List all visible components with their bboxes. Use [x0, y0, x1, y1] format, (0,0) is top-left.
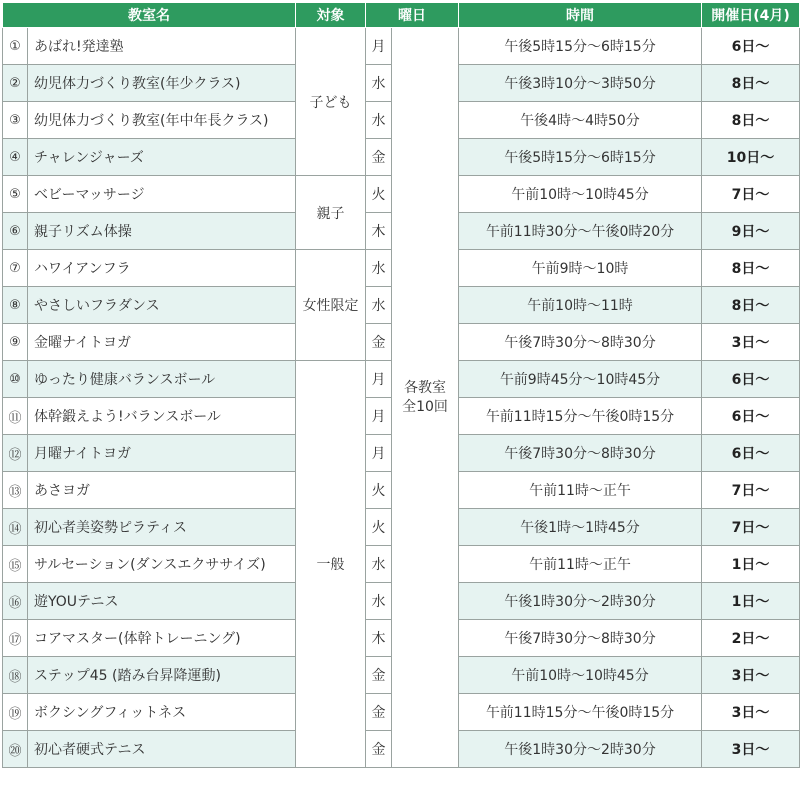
time-range: 午前10時～11時	[459, 287, 702, 324]
start-date: 7日～	[702, 472, 800, 509]
row-number: ⑲	[3, 694, 28, 731]
row-number: ⑱	[3, 657, 28, 694]
header-row	[3, 3, 800, 28]
row-number: ⑪	[3, 398, 28, 435]
time-range: 午後7時30分～8時30分	[459, 435, 702, 472]
class-name: 幼児体力づくり教室(年中年長クラス)	[28, 102, 296, 139]
row-number: ⑤	[3, 176, 28, 213]
class-name: コアマスター(体幹トレーニング)	[28, 620, 296, 657]
start-date: 8日～	[702, 250, 800, 287]
weekday: 月	[366, 361, 392, 398]
row-number: ⑬	[3, 472, 28, 509]
weekday: 水	[366, 287, 392, 324]
time-range: 午後5時15分～6時15分	[459, 139, 702, 176]
class-name: あさヨガ	[28, 472, 296, 509]
class-name: 幼児体力づくり教室(年少クラス)	[28, 65, 296, 102]
row-number: ⑳	[3, 731, 28, 768]
target-group-children: 子ども	[296, 28, 366, 176]
weekday: 火	[366, 176, 392, 213]
time-range: 午後4時～4時50分	[459, 102, 702, 139]
time-range: 午後5時15分～6時15分	[459, 28, 702, 65]
row-number: ⑥	[3, 213, 28, 250]
time-range: 午前11時15分～午後0時15分	[459, 398, 702, 435]
weekday: 金	[366, 324, 392, 361]
class-name: 金曜ナイトヨガ	[28, 324, 296, 361]
row-number: ⑩	[3, 361, 28, 398]
weekday: 火	[366, 472, 392, 509]
time-range: 午前9時～10時	[459, 250, 702, 287]
class-name: ゆったり健康バランスボール	[28, 361, 296, 398]
time-range: 午後1時30分～2時30分	[459, 583, 702, 620]
time-range: 午後3時10分～3時50分	[459, 65, 702, 102]
start-date: 2日～	[702, 620, 800, 657]
class-name: ハワイアンフラ	[28, 250, 296, 287]
start-date: 8日～	[702, 65, 800, 102]
start-date: 3日～	[702, 324, 800, 361]
row-number: ⑯	[3, 583, 28, 620]
row-number: ③	[3, 102, 28, 139]
row-number: ⑮	[3, 546, 28, 583]
row-number: ①	[3, 28, 28, 65]
time-range: 午前11時～正午	[459, 546, 702, 583]
row-number: ⑨	[3, 324, 28, 361]
class-name: ステップ45 (踏み台昇降運動)	[28, 657, 296, 694]
class-name: 体幹鍛えよう!バランスボール	[28, 398, 296, 435]
class-name: 遊YOUテニス	[28, 583, 296, 620]
session-count-line2: 全10回	[402, 398, 448, 415]
target-group-parent-child: 親子	[296, 176, 366, 250]
weekday: 木	[366, 620, 392, 657]
start-date: 10日～	[702, 139, 800, 176]
class-name: 初心者硬式テニス	[28, 731, 296, 768]
start-date: 6日～	[702, 398, 800, 435]
row-number: ⑦	[3, 250, 28, 287]
class-name: 月曜ナイトヨガ	[28, 435, 296, 472]
time-range: 午後7時30分～8時30分	[459, 324, 702, 361]
start-date: 7日～	[702, 509, 800, 546]
start-date: 6日～	[702, 435, 800, 472]
header-day: 曜日	[366, 3, 459, 28]
row-number: ⑧	[3, 287, 28, 324]
header-class-name: 教室名	[3, 3, 296, 28]
weekday: 金	[366, 694, 392, 731]
class-name: やさしいフラダンス	[28, 287, 296, 324]
start-date: 8日～	[702, 287, 800, 324]
table-row	[3, 28, 800, 65]
row-number: ⑰	[3, 620, 28, 657]
time-range: 午後1時30分～2時30分	[459, 731, 702, 768]
class-name: 親子リズム体操	[28, 213, 296, 250]
start-date: 1日～	[702, 546, 800, 583]
weekday: 水	[366, 102, 392, 139]
start-date: 3日～	[702, 731, 800, 768]
weekday: 金	[366, 657, 392, 694]
time-range: 午前10時～10時45分	[459, 176, 702, 213]
start-date: 8日～	[702, 102, 800, 139]
start-date: 1日～	[702, 583, 800, 620]
class-name: ベビーマッサージ	[28, 176, 296, 213]
weekday: 金	[366, 139, 392, 176]
weekday: 月	[366, 398, 392, 435]
weekday: 木	[366, 213, 392, 250]
class-schedule-table	[2, 3, 800, 768]
class-name: チャレンジャーズ	[28, 139, 296, 176]
time-range: 午前11時15分～午後0時15分	[459, 694, 702, 731]
row-number: ⑭	[3, 509, 28, 546]
weekday: 水	[366, 65, 392, 102]
target-group-general: 一般	[296, 361, 366, 768]
header-start-date: 開催日(4月)	[702, 3, 800, 28]
start-date: 9日～	[702, 213, 800, 250]
time-range: 午前9時45分～10時45分	[459, 361, 702, 398]
start-date: 6日～	[702, 28, 800, 65]
header-target: 対象	[296, 3, 366, 28]
time-range: 午前11時30分～午後0時20分	[459, 213, 702, 250]
weekday: 火	[366, 509, 392, 546]
start-date: 3日～	[702, 694, 800, 731]
start-date: 6日～	[702, 361, 800, 398]
weekday: 金	[366, 731, 392, 768]
class-name: ボクシングフィットネス	[28, 694, 296, 731]
weekday: 月	[366, 28, 392, 65]
start-date: 7日～	[702, 176, 800, 213]
row-number: ④	[3, 139, 28, 176]
time-range: 午前10時～10時45分	[459, 657, 702, 694]
time-range: 午後1時～1時45分	[459, 509, 702, 546]
weekday: 月	[366, 435, 392, 472]
weekday: 水	[366, 583, 392, 620]
target-group-women: 女性限定	[296, 250, 366, 361]
session-count	[392, 28, 459, 768]
time-range: 午前11時～正午	[459, 472, 702, 509]
class-name: あばれ!発達塾	[28, 28, 296, 65]
row-number: ⑫	[3, 435, 28, 472]
row-number: ②	[3, 65, 28, 102]
weekday: 水	[366, 250, 392, 287]
time-range: 午後7時30分～8時30分	[459, 620, 702, 657]
weekday: 水	[366, 546, 392, 583]
class-name: サルセーション(ダンスエクササイズ)	[28, 546, 296, 583]
start-date: 3日～	[702, 657, 800, 694]
header-time: 時間	[459, 3, 702, 28]
session-count-line1: 各教室	[404, 379, 446, 396]
class-name: 初心者美姿勢ピラティス	[28, 509, 296, 546]
